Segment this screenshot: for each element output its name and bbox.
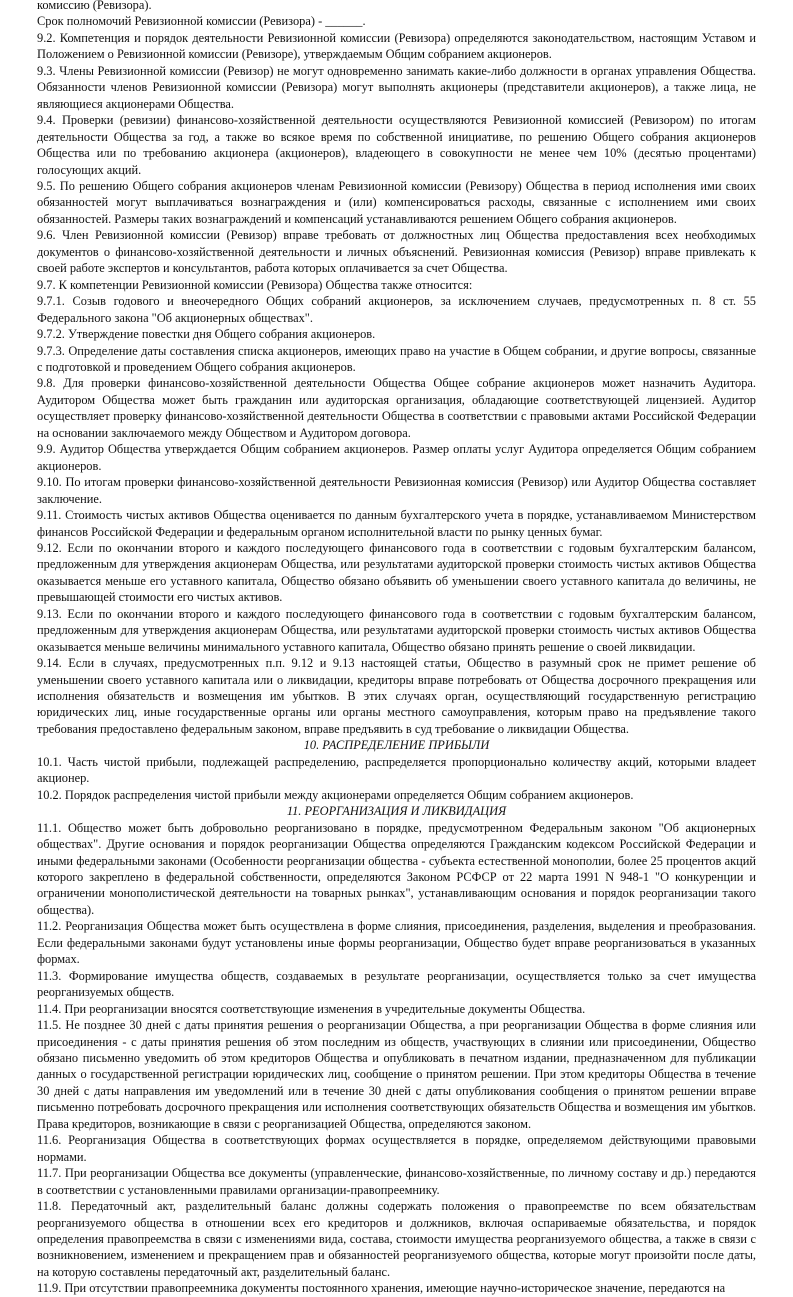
paragraph-9-7-3: 9.7.3. Определение даты составления списка акционеров, имеющих право на участие в Общем собрании, и другие вопросы, связанные с подготовкой и проведением Общего собрания акционеров. (37, 343, 756, 374)
paragraph-9-9: 9.9. Аудитор Общества утверждается Общим собранием акционеров. Размер оплаты услуг Аудитора определяется Общим собранием акционеров. (37, 442, 756, 473)
paragraph-9-13: 9.13. Если по окончании второго и каждого последующего финансового года в соответствии с годовым бухгалтерским балансом, предложенным для утверждения акционерам Общества, или результатами аудиторской проверки стоимость чистых активов Общества оказывается меньше величины минимального уставного капитала, Общество обязано принять решение о своей ликвидации. (37, 606, 756, 654)
paragraph-9-12: 9.12. Если по окончании второго и каждого последующего финансового года в соответствии с годовым бухгалтерским балансом, предложенным для утверждения акционерам Общества, или результатами аудиторской проверки стоимость чистых активов Общества оказывается меньше его уставного капитала, Общество обязано объявить об уменьшении своего уставного капитала до величины, не превышающей стоимости его чистых активов. (37, 540, 756, 605)
paragraph-9-8: 9.8. Для проверки финансово-хозяйственной деятельности Общества Общее собрание акционеров может назначить Аудитора. Аудитором Общества может быть гражданин или аудиторская организация, обладающие соответствующей лицензией. Аудитор осуществляет проверку финансово-хозяйственной деятельности Общества в соответствии с правовыми актами Российской Федерации на основании заключаемого между Обществом и Аудитором договора. (37, 376, 756, 440)
section-heading-10: 10. РАСПРЕДЕЛЕНИЕ ПРИБЫЛИ (303, 738, 490, 753)
paragraph-9-1-term: Срок полномочий Ревизионной комиссии (Ревизора) - ______. (37, 14, 366, 29)
paragraph-9-3: 9.3. Члены Ревизионной комиссии (Ревизор) не могут одновременно занимать какие-либо должности в органах управления Общества. Обязанности членов Ревизионной комиссии (Ревизора) могут выполнять акционеры (представители акционеров), а также лица, не являющиеся акционерами Общества. (37, 63, 756, 111)
paragraph-11-7: 11.7. При реорганизации Общества все документы (управленческие, финансово-хозяйственные, по личному составу и др.) передаются в соответствии с установленными правилами организации-правопреемнику. (37, 1166, 756, 1197)
paragraph-11-1: 11.1. Общество может быть добровольно реорганизовано в порядке, предусмотренном Федеральным законом "Об акционерных обществах". Другие основания и порядок реорганизации Общества определяются Гражданским кодексом Российской Федерации и иными федеральными законами (Особенности реорганизации общества - субъекта естественной монополии, более 25 процентов акций которого закреплено в федеральной собственности, определяются Законом РСФСР от 22 марта 1991 N 948-1 "О конкуренции и ограничении монополистической деятельности на товарных рынках", устанавливающим основания и порядок реорганизации такого общества). (37, 820, 756, 917)
paragraph-11-5: 11.5. Не позднее 30 дней с даты принятия решения о реорганизации Общества, а при реорганизации Общества в форме слияния или присоединения - с даты принятия решения об этом последним из обществ, участвующих в слиянии или присоединении, Общество обязано письменно уведомить об этом кредиторов Общества и опубликовать в печатном издании, предназначенном для публикации данных о государственной регистрации юридических лиц, сообщение о принятом решении. При этом кредиторы Общества в течение 30 дней с даты направления им уведомлений или в течение 30 дней с даты опубликования сообщения о принятом решении вправе письменно потребовать досрочного прекращения или исполнения соответствующих обязательств Общества и возмещения им убытков. Права кредиторов, возникающие в связи с реорганизацией Общества, определяются законом. (37, 1018, 756, 1131)
paragraph-9-2: 9.2. Компетенция и порядок деятельности Ревизионной комиссии (Ревизора) определяются законодательством, настоящим Уставом и Положением о Ревизионной комиссии (Ревизоре), утверждаемым Общим собранием акционеров. (37, 30, 756, 62)
paragraph-11-6: 11.6. Реорганизация Общества в соответствующих формах осуществляется в порядке, определяемом действующими правовыми нормами. (37, 1133, 756, 1164)
document-page (37, 0, 756, 1297)
paragraph-9-14: 9.14. Если в случаях, предусмотренных п.п. 9.12 и 9.13 настоящей статьи, Общество в разумный срок не примет решение об уменьшении своего уставного капитала или о ликвидации, кредиторы вправе потребовать от Общества досрочного прекращения или исполнения обязательств и возмещения им убытков. В этих случаях орган, осуществляющий государственную регистрацию юридических лиц, иные государственные органы или органы местного самоуправления, которым право на предъявление такого требования предоставлено федеральным законом, вправе предъявить в суд требование о ликвидации Общества. (37, 656, 756, 736)
paragraph-9-7: 9.7. К компетенции Ревизионной комиссии (Ревизора) Общества также относится: (37, 277, 473, 292)
paragraph-10-1: 10.1. Часть чистой прибыли, подлежащей распределению, распределяется пропорционально количеству акций, которыми владеет акционер. (37, 754, 756, 786)
paragraph-11-8: 11.8. Передаточный акт, разделительный баланс должны содержать положения о правопреемстве по всем обязательствам реорганизуемого общества в отношении всех его кредиторов и должников, включая оспариваемые обязательства, и порядок определения правопреемства в связи с изменениями вида, состава, стоимости имущества реорганизуемого общества, а также в связи с возникновением, изменением и прекращением прав и обязанностей реорганизуемого общества, которые могут произойти после даты, на которую составлены передаточный акт, разделительный баланс. (37, 1199, 756, 1279)
paragraph-9-7-1: 9.7.1. Созыв годового и внеочередного Общих собраний акционеров, за исключением случаев, предусмотренных п. 8 ст. 55 Федерального закона "Об акционерных обществах". (37, 294, 756, 325)
paragraph-9-6: 9.6. Член Ревизионной комиссии (Ревизор) вправе требовать от должностных лиц Общества предоставления всех необходимых документов о финансово-хозяйственной деятельности и личных объяснений. Ревизионная комиссия (Ревизор) вправе привлекать к своей работе экспертов и консультантов, работа которых оплачивается за счет Общества. (37, 228, 756, 276)
section-heading-11: 11. РЕОРГАНИЗАЦИЯ И ЛИКВИДАЦИЯ (286, 804, 507, 819)
paragraph-9-4: 9.4. Проверки (ревизии) финансово-хозяйственной деятельности осуществляются Ревизионной комиссией (Ревизором) по итогам деятельности Общества за год, а также во всякое время по собственной инициативе, по решению Общего собрания акционеров Общества или по требованию акционера (акционеров), владеющего в совокупности не менее чем 10% (десятью процентами) голосующих акций. (37, 113, 756, 177)
paragraph-10-2: 10.2. Порядок распределения чистой прибыли между акционерами определяется Общим собранием акционеров. (37, 787, 634, 802)
paragraph-11-2: 11.2. Реорганизация Общества может быть осуществлена в форме слияния, присоединения, разделения, выделения и преобразования. Если федеральными законами будут установлены иные формы реорганизации, Общество будет вправе реорганизоваться в указанных формах. (37, 919, 756, 967)
paragraph-11-3: 11.3. Формирование имущества обществ, создаваемых в результате реорганизации, осуществляется только за счет имущества реорганизуемых обществ. (37, 968, 756, 1000)
paragraph-9-1-tail: комиссию (Ревизора). (37, 0, 152, 12)
paragraph-9-10: 9.10. По итогам проверки финансово-хозяйственной деятельности Ревизионная комиссия (Ревизор) или Аудитор Общества составляет заключение. (37, 475, 756, 506)
paragraph-9-7-2: 9.7.2. Утверждение повестки дня Общего собрания акционеров. (37, 327, 376, 342)
paragraph-11-4: 11.4. При реорганизации вносятся соответствующие изменения в учредительные документы Общества. (37, 1001, 586, 1016)
paragraph-9-11: 9.11. Стоимость чистых активов Общества оценивается по данным бухгалтерского учета в порядке, устанавливаемом Министерством финансов Российской Федерации и федеральным органом исполнительной власти по рынку ценных бумаг. (37, 508, 756, 539)
paragraph-9-5: 9.5. По решению Общего собрания акционеров членам Ревизионной комиссии (Ревизору) Общества в период исполнения ими своих обязанностей могут выплачиваться вознаграждения и (или) компенсироваться расходы, связанные с исполнением ими своих обязанностей. Размеры таких вознаграждений и компенсаций устанавливаются решением Общего собрания акционеров. (37, 178, 756, 226)
paragraph-11-9: 11.9. При отсутствии правопреемника документы постоянного хранения, имеющие научно-историческое значение, передаются на (37, 1281, 726, 1296)
